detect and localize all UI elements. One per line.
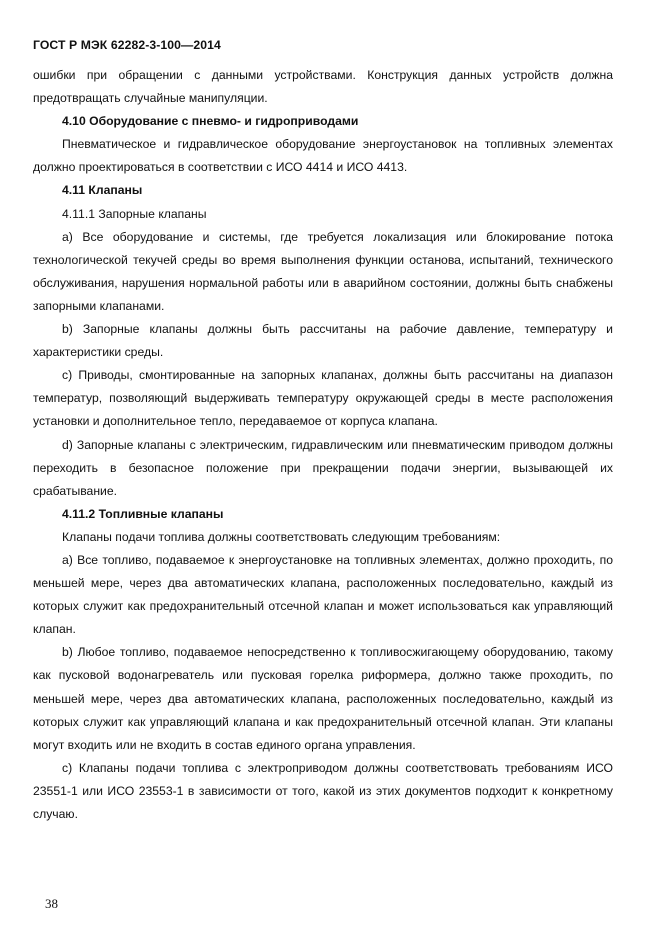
paragraph-4-11-1-d: d) Запорные клапаны с электрическим, гидравлическим или пневматическим приводом должны переходить в безопасное положение при прекращении подачи энергии, вызывающей их срабатывание. (33, 437, 613, 498)
section-heading-4-10: 4.10 Оборудование с пневмо- и гидроприводами (62, 114, 359, 129)
paragraph-continued: ошибки при обращении с данными устройствами. Конструкция данных устройств должна предотвращать случайные манипуляции. (33, 68, 613, 106)
section-heading-4-11: 4.11 Клапаны (62, 183, 143, 198)
paragraph-4-10: Пневматическое и гидравлическое оборудование энергоустановок на топливных элементах должно проектироваться в соответствии с ИСО 4414 и ИСО 4413. (33, 137, 613, 175)
page-number: 38 (45, 896, 58, 911)
paragraph-4-11-2-intro: Клапаны подачи топлива должны соответствовать следующим требованиям: (62, 529, 501, 544)
subsection-heading-4-11-2: 4.11.2 Топливные клапаны (62, 506, 224, 521)
paragraph-4-11-1-a: a) Все оборудование и системы, где требуется локализация или блокирование потока технологической текучей среды во время выполнения функции останова, испытаний, технического обслуживания, нарушения нормальной работы или в аварийном состоянии, должны быть снабжены запорными клапанами. (33, 229, 613, 313)
subsection-heading-4-11-1: 4.11.1 Запорные клапаны (62, 206, 207, 221)
paragraph-4-11-1-c: c) Приводы, смонтированные на запорных клапанах, должны быть рассчитаны на диапазон температур, позволяющий выдерживать температуру окружающей среды в месте расположения установки и дополнительное тепло, передаваемое от корпуса клапана. (33, 368, 613, 429)
document-header: ГОСТ Р МЭК 62282-3-100—2014 (33, 38, 221, 52)
paragraph-4-11-2-c: c) Клапаны подачи топлива с электроприводом должны соответствовать требованиям ИСО 23551-1 или ИСО 23553-1 в зависимости от того, какой из этих документов подходит к конкретному случаю. (33, 760, 613, 821)
paragraph-4-11-2-a: a) Все топливо, подаваемое к энергоустановке на топливных элементах, должно проходить, по меньшей мере, через два автоматических клапана, расположенных последовательно, каждый из которых служит как предохранительный отсечной клапан и может использоваться как управляющий клапан. (33, 552, 613, 637)
paragraph-4-11-1-b: b) Запорные клапаны должны быть рассчитаны на рабочие давление, температуру и характеристики среды. (33, 322, 613, 360)
document-body (33, 64, 613, 826)
paragraph-4-11-2-b: b) Любое топливо, подаваемое непосредственно к топливосжигающему оборудованию, такому как пусковой водонагреватель или пусковая горелка риформера, должно также проходить, по меньшей мере, через два автоматических клапана, расположенных последовательно, каждый из которых служит как управляющий клапана и как предохранительный отсечной клапан. Эти клапаны могут входить или не входить в состав единого органа управления. (33, 645, 613, 752)
